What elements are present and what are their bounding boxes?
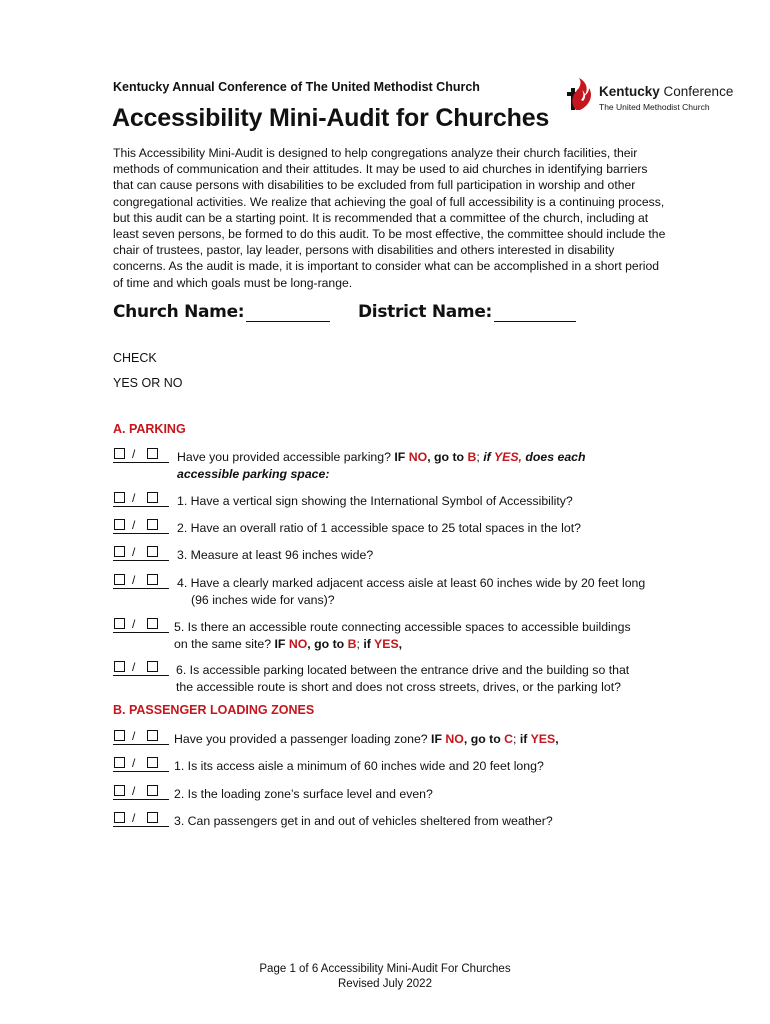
no-checkbox[interactable] (147, 574, 158, 585)
logo-name: Kentucky Conference (599, 84, 734, 99)
yes-no-checkbox-pair (113, 490, 169, 507)
yes-no-checkbox-pair (113, 810, 169, 827)
page-title: Accessibility Mini-Audit for Churches (112, 104, 550, 132)
parking-question-4: 4. Have a clearly marked adjacent access aisle at least 60 inches wide by 20 feet long (96 inches wide for vans)? (177, 576, 646, 607)
checkbox-slash: / (132, 811, 136, 825)
yes-no-checkbox-pair (113, 616, 169, 633)
checkbox-slash: / (132, 491, 136, 505)
loading-question-1: 1. Is its access aisle a minimum of 60 inches wide and 20 feet long? (174, 759, 544, 773)
checkbox-slash: / (132, 573, 136, 587)
cross-and-flame-icon (567, 76, 595, 116)
no-checkbox[interactable] (147, 812, 158, 823)
yes-checkbox[interactable] (114, 519, 125, 530)
conference-name: Kentucky Annual Conference of The United Methodist Church (113, 80, 480, 94)
checkbox-slash: / (132, 729, 136, 743)
parking-question-3: 3. Measure at least 96 inches wide? (177, 548, 374, 562)
no-checkbox[interactable] (147, 492, 158, 503)
no-checkbox[interactable] (147, 785, 158, 796)
no-checkbox[interactable] (147, 448, 158, 459)
yes-checkbox[interactable] (114, 757, 125, 768)
no-checkbox[interactable] (147, 661, 158, 672)
intro-paragraph: This Accessibility Mini-Audit is designed to help congregations analyze their church facilities, their methods of communication and their attitudes. It may be used to aid churches in identifying barriers that can cause persons with disabilities to be excluded from full participation in worship and other congregational activities. We realize that achieving the goal of full accessibility is a continuing process, but this audit can be a starting point. It is recommended that a committee of the church, including at least seven persons, be formed to do this audit. To be most effective, the committee should include the chair of trustees, pastor, lay leader, persons with disabilities and others interested in disability concerns. As the audit is made, it is important to consider what can be accomplished in a short period of time and which goals must be long-range. (113, 146, 666, 290)
yes-checkbox[interactable] (114, 546, 125, 557)
check-header: CHECK (113, 351, 157, 365)
parking-question-1: 1. Have a vertical sign showing the International Symbol of Accessibility? (177, 494, 573, 508)
church-name-field[interactable] (113, 302, 330, 322)
checkbox-slash: / (132, 756, 136, 770)
checkbox-slash: / (132, 660, 136, 674)
yes-no-checkbox-pair (113, 572, 169, 589)
yes-no-checkbox-pair (113, 783, 169, 800)
page-footer-line-2: Revised July 2022 (338, 978, 432, 990)
district-name-field[interactable] (358, 302, 576, 322)
district-name-label: District Name: (358, 302, 493, 322)
loading-question-3: 3. Can passengers get in and out of vehicles sheltered from weather? (174, 814, 553, 828)
yes-checkbox[interactable] (114, 730, 125, 741)
yes-checkbox[interactable] (114, 574, 125, 585)
section-parking-title: A. PARKING (113, 422, 186, 436)
loading-question-2: 2. Is the loading zone’s surface level and even? (174, 787, 433, 801)
checkbox-slash: / (132, 784, 136, 798)
yes-checkbox[interactable] (114, 785, 125, 796)
parking-question-6: 6. Is accessible parking located between the entrance drive and the building so that the accessible route is short and does not cross streets, drives, or the parking lot? (176, 663, 630, 694)
no-checkbox[interactable] (147, 546, 158, 557)
checkbox-slash: / (132, 447, 136, 461)
no-checkbox[interactable] (147, 730, 158, 741)
checkbox-slash: / (132, 545, 136, 559)
parking-intro-question: Have you provided accessible parking? IF NO, go to B; if YES, does each accessible parking space: (177, 450, 586, 481)
no-checkbox[interactable] (147, 757, 158, 768)
conference-logo (567, 76, 737, 116)
church-name-blank[interactable] (246, 320, 330, 322)
loading-intro-question: Have you provided a passenger loading zone? IF NO, go to C; if YES, (174, 732, 559, 746)
yes-no-checkbox-pair (113, 659, 169, 676)
yes-no-checkbox-pair (113, 755, 169, 772)
yes-or-no-header: YES OR NO (113, 376, 183, 390)
yes-no-checkbox-pair (113, 544, 169, 561)
no-checkbox[interactable] (147, 519, 158, 530)
page-footer-line-1: Page 1 of 6 Accessibility Mini-Audit For Churches (259, 963, 511, 975)
yes-no-checkbox-pair (113, 446, 169, 463)
parking-question-5: 5. Is there an accessible route connecting accessible spaces to accessible buildings on the same site? IF NO, go to B; if YES, (174, 620, 631, 651)
checkbox-slash: / (132, 617, 136, 631)
church-name-label: Church Name: (113, 302, 245, 322)
yes-checkbox[interactable] (114, 448, 125, 459)
yes-checkbox[interactable] (114, 812, 125, 823)
yes-no-checkbox-pair (113, 728, 169, 745)
yes-checkbox[interactable] (114, 618, 125, 629)
district-name-blank[interactable] (494, 320, 576, 322)
section-loading-title: B. PASSENGER LOADING ZONES (113, 703, 315, 717)
no-checkbox[interactable] (147, 618, 158, 629)
yes-checkbox[interactable] (114, 492, 125, 503)
logo-subtitle: The United Methodist Church (599, 102, 710, 112)
parking-question-2: 2. Have an overall ratio of 1 accessible space to 25 total spaces in the lot? (177, 521, 581, 535)
checkbox-slash: / (132, 518, 136, 532)
yes-no-checkbox-pair (113, 517, 169, 534)
yes-checkbox[interactable] (114, 661, 125, 672)
